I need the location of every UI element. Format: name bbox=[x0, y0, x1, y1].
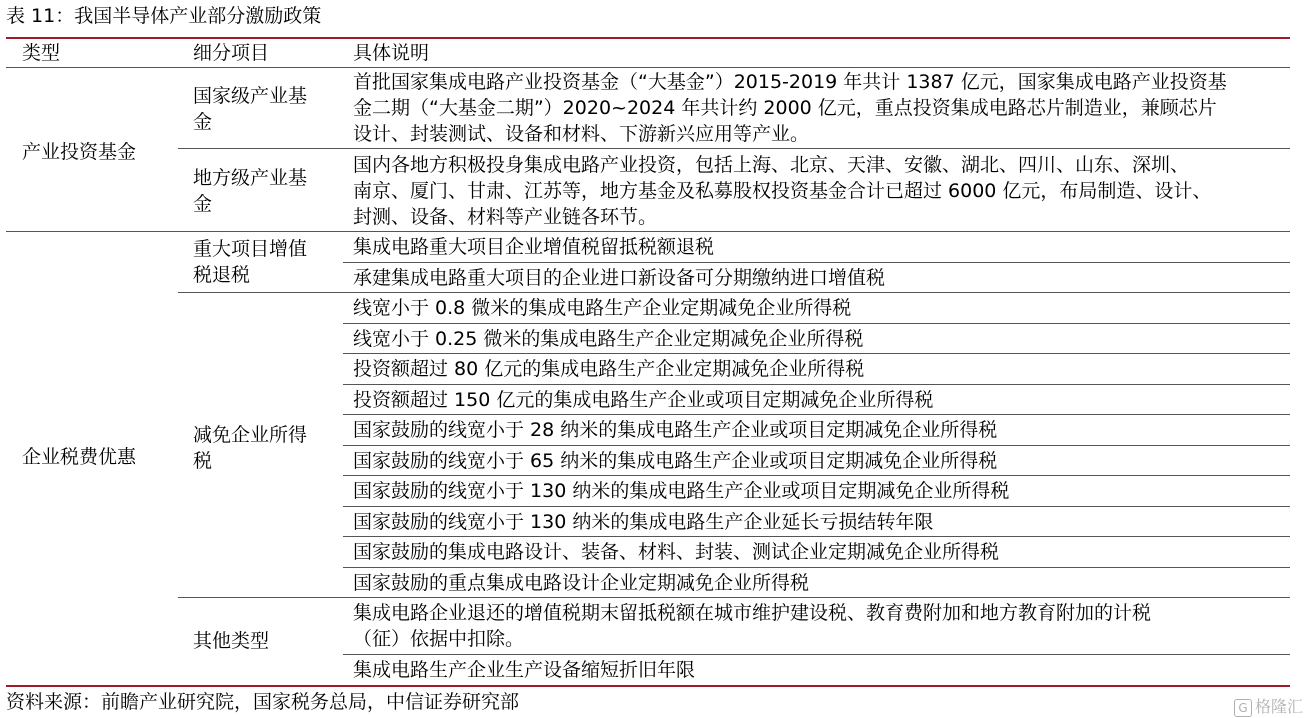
row-rule bbox=[343, 475, 1290, 476]
type-tax-benefits: 企业税费优惠 bbox=[22, 446, 137, 468]
table-row: 承建集成电路重大项目的企业进口新设备可分期缴纳进口增值税 bbox=[353, 267, 886, 289]
table-row: 投资额超过 150 亿元的集成电路生产企业或项目定期减免企业所得税 bbox=[353, 389, 934, 411]
table-row: 投资额超过 80 亿元的集成电路生产企业定期减免企业所得税 bbox=[353, 358, 865, 380]
row-rule bbox=[343, 567, 1290, 568]
table-caption: 表 11：我国半导体产业部分激励政策 bbox=[6, 5, 322, 27]
row-rule bbox=[178, 292, 1290, 293]
row-rule bbox=[343, 323, 1290, 324]
header-desc: 具体说明 bbox=[353, 42, 430, 64]
table-row: 国家鼓励的重点集成电路设计企业定期减免企业所得税 bbox=[353, 572, 810, 594]
watermark bbox=[1234, 694, 1303, 717]
table-row: 国家鼓励的集成电路设计、装备、材料、封装、测试企业定期减免企业所得税 bbox=[353, 541, 1000, 563]
watermark-text: 格隆汇 bbox=[1254, 697, 1303, 716]
table-row: 线宽小于 0.8 微米的集成电路生产企业定期减免企业所得税 bbox=[353, 297, 852, 319]
bottom-rule bbox=[6, 685, 1290, 687]
sub-national-fund: 国家级产业基 金 bbox=[193, 85, 308, 133]
row-rule bbox=[343, 654, 1290, 655]
row-rule bbox=[178, 148, 1290, 149]
sub-income-tax: 减免企业所得 税 bbox=[193, 424, 308, 472]
source-note: 资料来源：前瞻产业研究院，国家税务总局，中信证券研究部 bbox=[6, 691, 520, 713]
group-rule bbox=[6, 231, 1290, 232]
top-rule bbox=[6, 37, 1290, 39]
type-investment-fund: 产业投资基金 bbox=[22, 141, 137, 163]
row-rule bbox=[178, 597, 1290, 598]
desc-other: 集成电路企业退还的增值税期末留抵税额在城市维护建设税、教育费附加和地方教育附加的计税 （征）依据中扣除。 bbox=[353, 602, 1152, 650]
row-rule bbox=[343, 262, 1290, 263]
desc-national-fund: 首批国家集成电路产业投资基金（“大基金”）2015-2019 年共计 1387 亿元，国家集成电路产业投资基 金二期（“大基金二期”）2020~2024 年共计约 2000 亿元，重点投资集成电路芯片制造业，兼顾芯片 设计、封装测试、设备和材料、下游新兴应用等产业。 bbox=[353, 71, 1227, 145]
row-rule bbox=[343, 414, 1290, 415]
table-row: 国家鼓励的线宽小于 65 纳米的集成电路生产企业或项目定期减免企业所得税 bbox=[353, 450, 998, 472]
desc-local-fund: 国内各地方积极投身集成电路产业投资，包括上海、北京、天津、安徽、湖北、四川、山东、深圳、 南京、厦门、甘肃、江苏等，地方基金及私募股权投资基金合计已超过 6000 亿元，布局制造、设计、 封测、设备、材料等产业链各环节。 bbox=[353, 154, 1212, 228]
table-row: 国家鼓励的线宽小于 28 纳米的集成电路生产企业或项目定期减免企业所得税 bbox=[353, 419, 998, 441]
table-row: 国家鼓励的线宽小于 130 纳米的集成电路生产企业或项目定期减免企业所得税 bbox=[353, 480, 1010, 502]
table-row: 国家鼓励的线宽小于 130 纳米的集成电路生产企业延长亏损结转年限 bbox=[353, 511, 934, 533]
sub-local-fund: 地方级产业基 金 bbox=[193, 167, 308, 215]
row-rule bbox=[343, 536, 1290, 537]
row-rule bbox=[343, 445, 1290, 446]
row-rule bbox=[343, 384, 1290, 385]
header-sub: 细分项目 bbox=[193, 42, 270, 64]
table-row: 线宽小于 0.25 微米的集成电路生产企业定期减免企业所得税 bbox=[353, 328, 864, 350]
row-rule bbox=[343, 353, 1290, 354]
header-type: 类型 bbox=[22, 42, 61, 64]
sub-vat-refund: 重大项目增值 税退税 bbox=[193, 238, 308, 286]
table-row: 集成电路生产企业生产设备缩短折旧年限 bbox=[353, 659, 696, 681]
table-row: 集成电路重大项目企业增值税留抵税额退税 bbox=[353, 236, 715, 258]
header-rule bbox=[6, 67, 1290, 68]
row-rule bbox=[343, 506, 1290, 507]
watermark-logo-icon: G bbox=[1234, 699, 1252, 717]
sub-other: 其他类型 bbox=[193, 630, 270, 652]
